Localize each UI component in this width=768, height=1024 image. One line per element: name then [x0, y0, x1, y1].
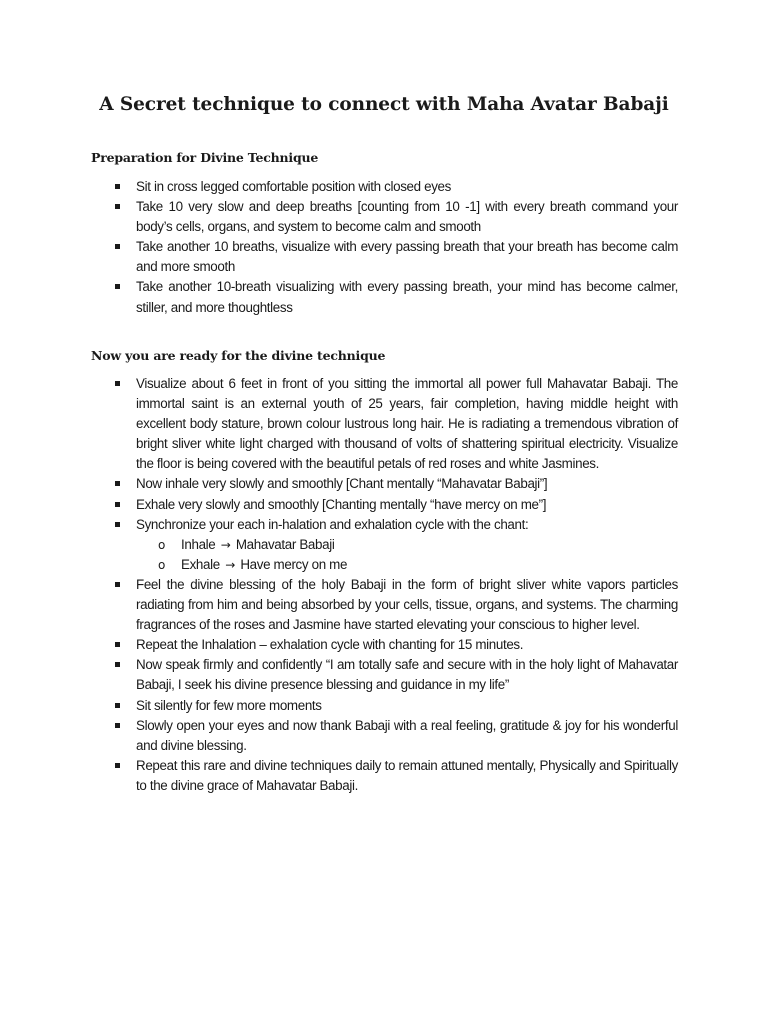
list-item	[0, 374, 768, 474]
square-bullet-icon	[115, 481, 120, 486]
technique-list	[0, 374, 768, 796]
list-item	[0, 474, 768, 494]
list-item-text: Take 10 very slow and deep breaths [counting from 10 -1] with every breath command your body’s cells, organs, and system to become calm and smooth	[136, 199, 678, 235]
preparation-heading: Preparation for Divine Technique	[91, 150, 319, 165]
list-item	[0, 515, 768, 575]
list-item-text: Exhale very slowly and smoothly [Chanting mentally “have mercy on me”]	[136, 496, 547, 512]
list-item-text: Slowly open your eyes and now thank Babaji with a real feeling, gratitude & joy for his wonderful and divine blessing.	[136, 717, 678, 753]
square-bullet-icon	[115, 723, 120, 728]
list-item	[0, 237, 768, 277]
square-bullet-icon	[115, 522, 120, 527]
list-item	[0, 495, 768, 515]
chant-cycle-list	[136, 535, 678, 575]
technique-heading: Now you are ready for the divine technique	[91, 348, 386, 363]
list-item	[0, 655, 768, 695]
square-bullet-icon	[115, 184, 120, 189]
list-item-text: Visualize about 6 feet in front of you sitting the immortal all power full Mahavatar Babaji. The immortal saint is an external youth of 25 years, fair completion, having middle height with excellent body stature, brown colour lustrous long hair. He is radiating a tremendous vibration of bright sliver white light charged with thousand of volts of shattering spiritual electricity. Visualize the floor is being covered with the beautiful petals of red roses and white Jasmines.	[136, 376, 678, 472]
list-item-text: Synchronize your each in-halation and exhalation cycle with the chant:	[136, 516, 529, 532]
list-item-text: Feel the divine blessing of the holy Babaji in the form of bright sliver white vapors particles radiating from him and being absorbed by your cells, tissue, organs, and systems. The charming fragrances of the roses and Jasmine have started elevating your conscious to higher level.	[136, 576, 678, 633]
sub-list-item	[136, 535, 678, 555]
list-item-text: Repeat this rare and divine techniques daily to remain attuned mentally, Physically and Spiritually to the divine grace of Mahavatar Babaji.	[136, 757, 678, 793]
list-item-text: Take another 10-breath visualizing with every passing breath, your mind has become calmer, stiller, and more thoughtless	[136, 279, 678, 315]
chant-phase: Exhale	[181, 556, 220, 572]
square-bullet-icon	[115, 763, 120, 768]
list-item	[0, 197, 768, 237]
list-item	[0, 716, 768, 756]
list-item-text: Repeat the Inhalation – exhalation cycle with chanting for 15 minutes.	[136, 637, 524, 653]
preparation-list	[0, 177, 768, 318]
circle-bullet-icon: o	[158, 557, 165, 572]
arrow-right-icon: →	[225, 557, 235, 572]
square-bullet-icon	[115, 244, 120, 249]
list-item	[0, 756, 768, 796]
sub-list-item	[136, 555, 678, 575]
chant-phase: Inhale	[181, 536, 216, 552]
chant-text: Have mercy on me	[240, 556, 348, 572]
chant-text: Mahavatar Babaji	[235, 536, 335, 552]
list-item	[0, 635, 768, 655]
square-bullet-icon	[115, 662, 120, 667]
square-bullet-icon	[115, 381, 120, 386]
square-bullet-icon	[115, 284, 120, 289]
page-title: A Secret technique to connect with Maha Avatar Babaji	[99, 94, 669, 115]
square-bullet-icon	[115, 703, 120, 708]
square-bullet-icon	[115, 642, 120, 647]
list-item	[0, 696, 768, 716]
list-item	[0, 575, 768, 635]
list-item-text: Sit in cross legged comfortable position with closed eyes	[136, 179, 451, 194]
list-item-text: Now inhale very slowly and smoothly [Chant mentally “Mahavatar Babaji”]	[136, 476, 548, 492]
list-item-text: Now speak firmly and confidently “I am totally safe and secure with in the holy light of Mahavatar Babaji, I seek his divine presence blessing and guidance in my life”	[136, 657, 678, 693]
arrow-right-icon: →	[220, 537, 231, 552]
square-bullet-icon	[115, 502, 120, 507]
circle-bullet-icon: o	[158, 537, 165, 552]
square-bullet-icon	[115, 204, 120, 209]
list-item-text: Take another 10 breaths, visualize with every passing breath that your breath has become calm and more smooth	[136, 239, 678, 275]
list-item-text: Sit silently for few more moments	[136, 697, 322, 713]
list-item	[0, 277, 768, 317]
square-bullet-icon	[115, 582, 120, 587]
list-item	[0, 177, 768, 197]
